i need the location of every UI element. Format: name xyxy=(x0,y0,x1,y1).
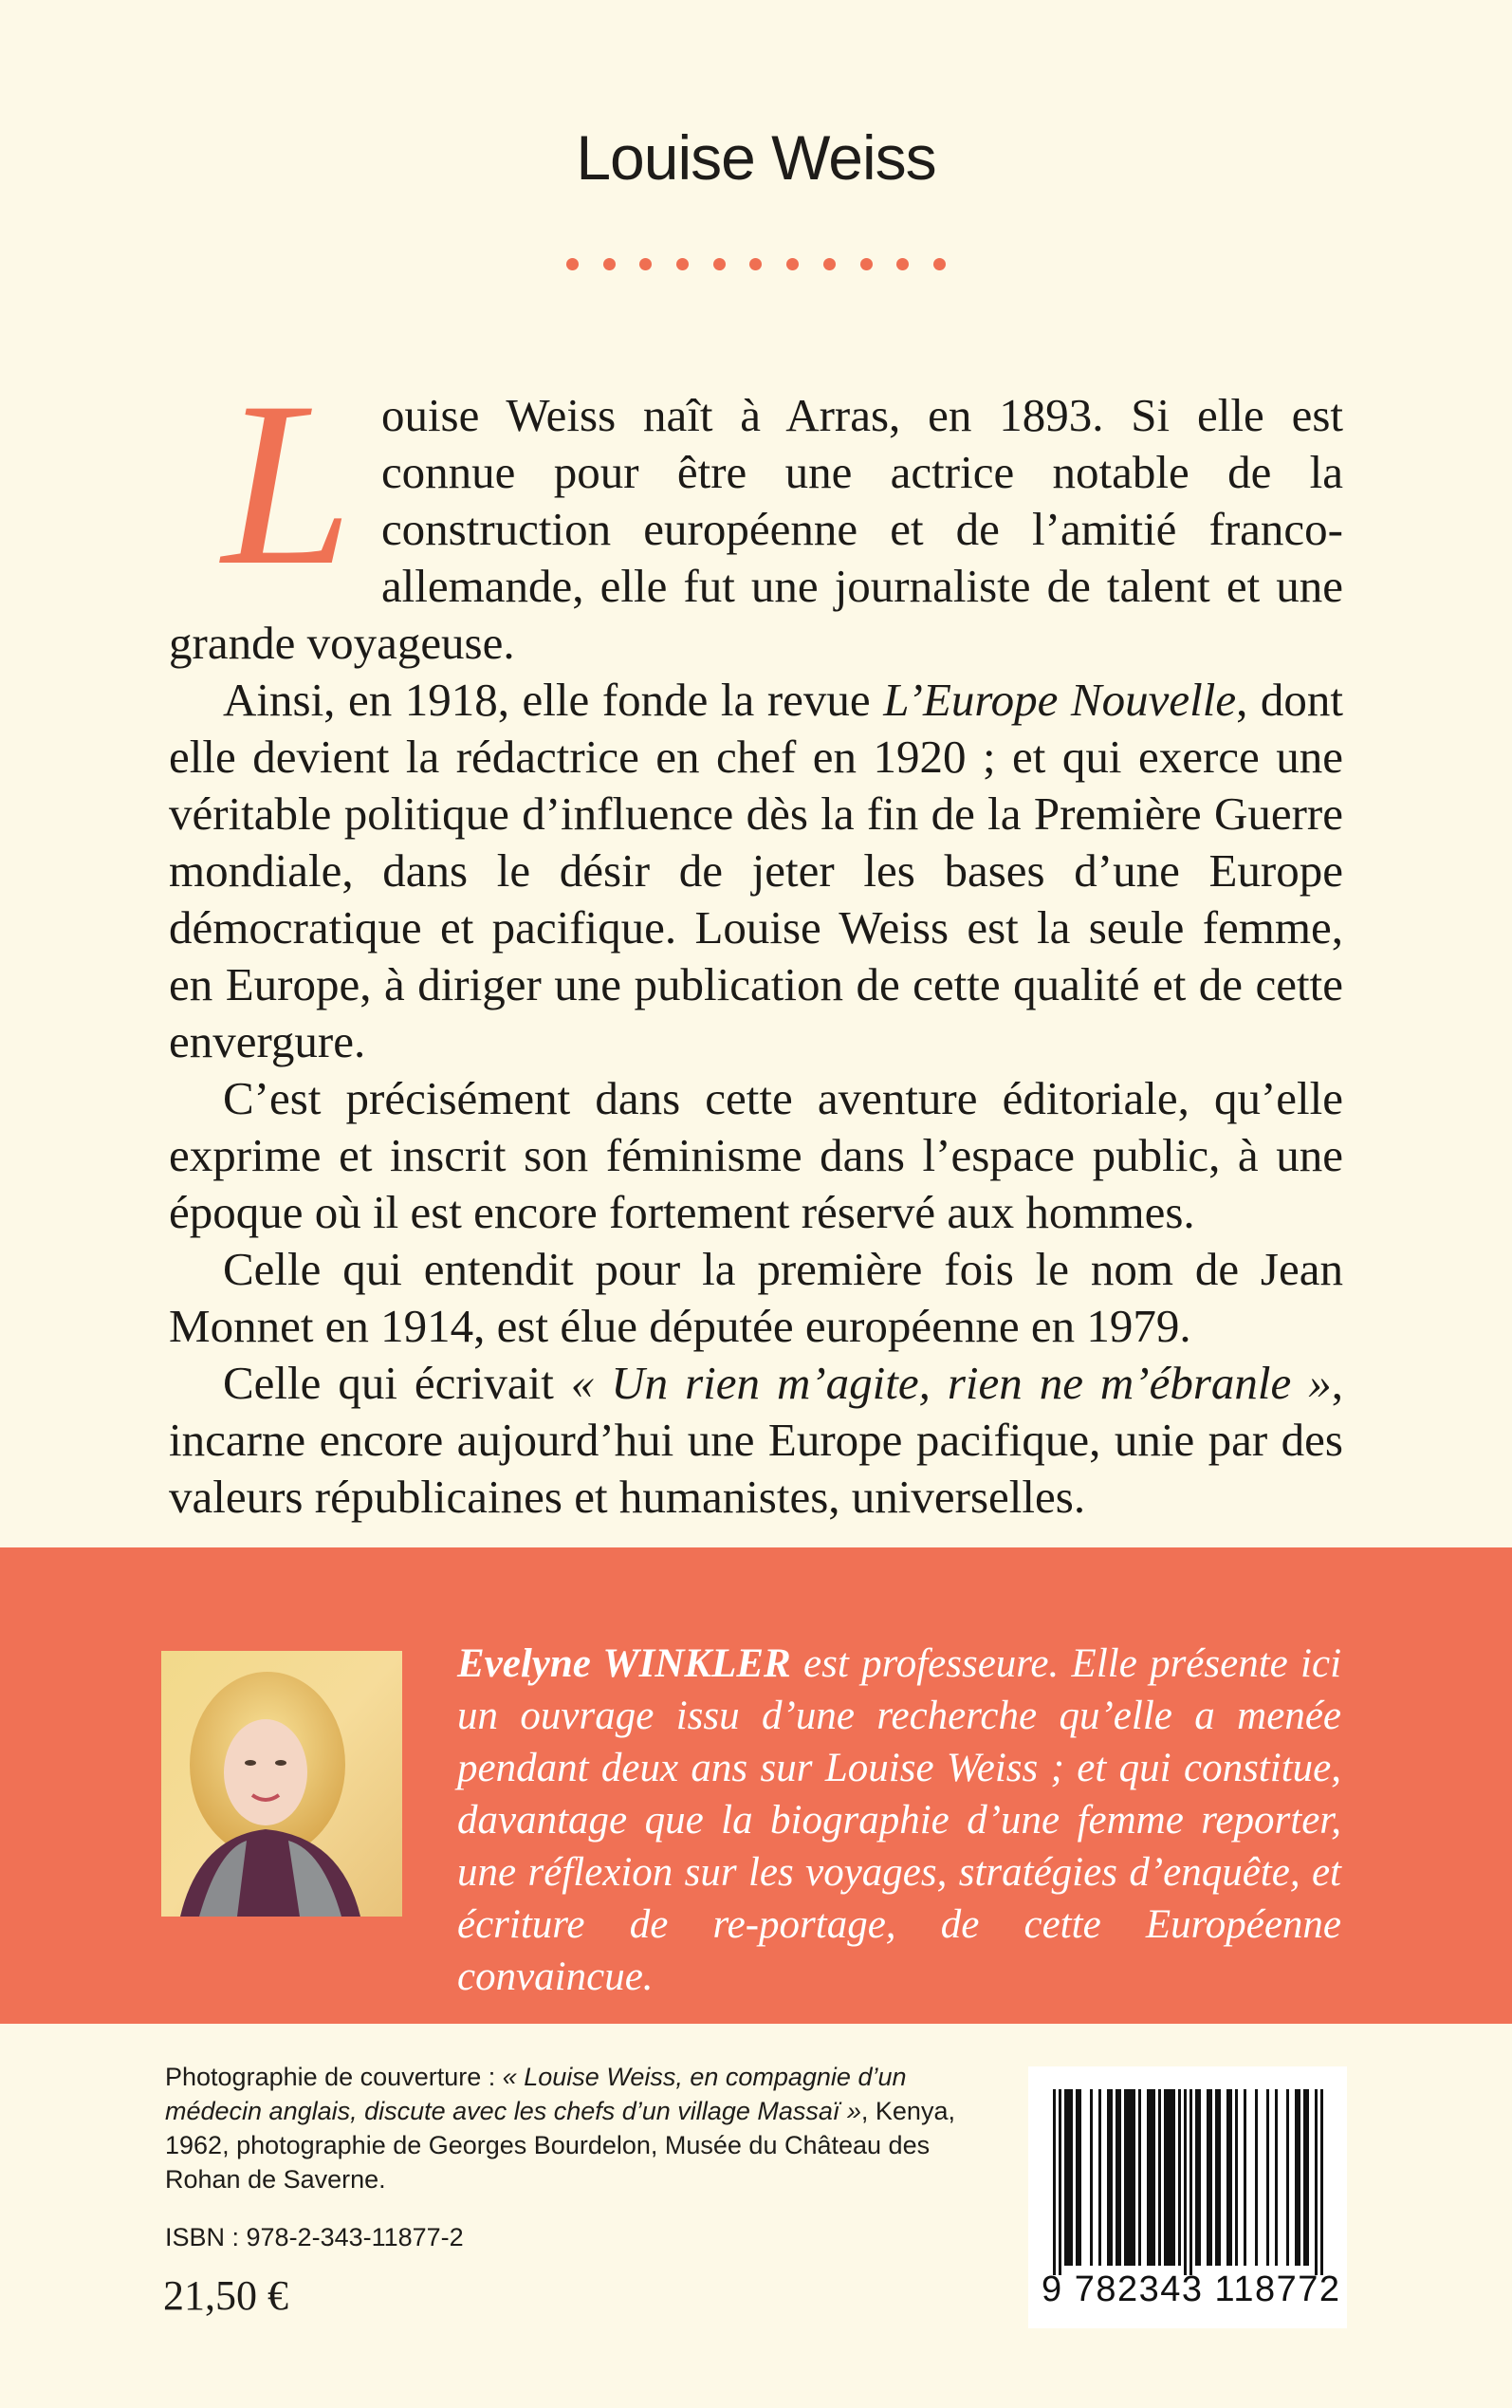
barcode-digits: 9 782343 118772 xyxy=(1042,2269,1341,2309)
barcode-bar xyxy=(1090,2089,1093,2266)
author-bio xyxy=(457,1638,1341,2003)
summary-paragraph-text: Celle qui écrivait xyxy=(223,1357,571,1409)
ornament-dot xyxy=(933,258,946,270)
barcode-bar xyxy=(1244,2089,1246,2266)
barcode-bar xyxy=(1235,2089,1238,2266)
ornament-dot xyxy=(713,258,726,270)
ornament-dot xyxy=(639,258,652,270)
barcode-bar xyxy=(1303,2089,1306,2266)
summary-paragraph xyxy=(169,1070,1343,1241)
ornament-dot xyxy=(749,258,762,270)
ornament-dot xyxy=(896,258,909,270)
barcode-bar xyxy=(1098,2089,1101,2266)
barcode-bar xyxy=(1079,2089,1081,2266)
barcode-bar xyxy=(1275,2089,1278,2266)
barcode-bar xyxy=(1067,2089,1070,2266)
barcode-bar xyxy=(1158,2089,1161,2266)
barcode-bar xyxy=(1133,2089,1135,2266)
barcode-bar xyxy=(1315,2089,1318,2275)
barcode-bar xyxy=(1306,2089,1309,2266)
author-photo xyxy=(161,1651,402,1917)
journal-title: L’Europe Nouvelle xyxy=(883,674,1237,726)
barcode-bar xyxy=(1255,2089,1258,2266)
barcode-bar xyxy=(1167,2089,1170,2266)
summary-paragraph-text: ouise Weiss naît à Arras, en 1893. Si elle est connue pour être une actrice notable de la construction européenne et de l’amitié franco-allemande, elle fut une journaliste de talent et une grande voyageuse. xyxy=(169,389,1343,669)
barcode-bar xyxy=(1147,2089,1150,2266)
photo-credit xyxy=(165,2060,1000,2196)
barcode-bar xyxy=(1172,2089,1175,2266)
ornament-dot xyxy=(566,258,579,270)
barcode xyxy=(1028,2066,1347,2328)
summary-paragraph-text: C’est précisément dans cette aventure éditoriale, qu’elle exprime et inscrit son féminisme dans l’espace public, à une époque où il est encore fortement réservé aux hommes. xyxy=(169,1072,1343,1238)
barcode-bar xyxy=(1116,2089,1118,2266)
barcode-bar xyxy=(1164,2089,1167,2266)
summary-paragraph xyxy=(169,1355,1343,1526)
barcode-bar xyxy=(1076,2089,1079,2266)
barcode-bar xyxy=(1178,2089,1181,2266)
barcode-bar xyxy=(1127,2089,1130,2266)
photo-credit-caption: « Louise Weiss, en compagnie d’un médecin anglais, discute avec les chefs d’un village Massaï » xyxy=(165,2063,907,2125)
barcode-bar xyxy=(1070,2089,1073,2266)
isbn: ISBN : 978-2-343-11877-2 xyxy=(165,2223,464,2251)
barcode-bar xyxy=(1295,2089,1298,2266)
barcode-bar xyxy=(1320,2089,1323,2275)
barcode-bar xyxy=(1130,2089,1133,2266)
dot-ornament xyxy=(566,254,946,273)
barcode-bar xyxy=(1110,2089,1113,2266)
ornament-dot xyxy=(823,258,836,270)
barcode-bar xyxy=(1286,2089,1289,2266)
barcode-bar xyxy=(1184,2089,1187,2275)
barcode-bar xyxy=(1064,2089,1067,2266)
author-name: Evelyne WINKLER xyxy=(457,1641,791,1686)
summary-paragraph-text: , incarne encore aujourd’hui une Europe pacifique, unie par des valeurs républicaines et humanistes, universelles. xyxy=(169,1357,1343,1523)
summary-paragraph xyxy=(169,672,1343,1070)
price: 21,50 € xyxy=(163,2272,288,2319)
barcode-bar xyxy=(1218,2089,1221,2266)
barcode-bar xyxy=(1298,2089,1300,2266)
quote: « Un rien m’agite, rien ne m’ébranle » xyxy=(570,1357,1332,1409)
barcode-bar xyxy=(1150,2089,1152,2266)
author-bio-text: est professeure. Elle présente ici un ouvrage issu d’une recherche qu’elle a menée pendant deux ans sur Louise Weiss ; et qui constitue, davantage que la biographie d’une femme reporter, une réflexion sur les voyages, stratégies d’enquête, et écriture de re-portage, de cette Européenne convaincue. xyxy=(457,1641,1342,1999)
photo-credit-details: , Kenya, 1962, photographie de Georges Bourdelon, Musée du Château des Rohan de Saverne. xyxy=(165,2097,955,2194)
summary-text xyxy=(169,353,1343,1526)
summary-paragraph-text: Celle qui entendit pour la première fois le nom de Jean Monnet en 1914, est élue députée européenne en 1979. xyxy=(169,1243,1343,1352)
barcode-bar xyxy=(1195,2089,1198,2266)
drop-cap-letter: L xyxy=(222,353,353,614)
photo-credit-label: Photographie de couverture : xyxy=(165,2063,503,2091)
barcode-bar xyxy=(1152,2089,1155,2266)
barcode-bar xyxy=(1207,2089,1209,2266)
barcode-bar xyxy=(1189,2089,1192,2275)
barcode-bar xyxy=(1138,2089,1141,2266)
book-title: Louise Weiss xyxy=(576,122,936,193)
barcode-bar xyxy=(1209,2089,1212,2266)
ornament-dot xyxy=(786,258,799,270)
ornament-dot xyxy=(676,258,689,270)
summary-paragraph xyxy=(169,1241,1343,1355)
barcode-bar xyxy=(1198,2089,1201,2266)
barcode-bar xyxy=(1226,2089,1229,2266)
barcode-bar xyxy=(1266,2089,1269,2266)
summary-paragraph-text: Ainsi, en 1918, elle fonde la revue xyxy=(223,674,884,726)
barcode-bar xyxy=(1124,2089,1127,2266)
barcode-bar xyxy=(1107,2089,1110,2266)
summary-paragraph-text: , dont elle devient la rédactrice en chef en 1920 ; et qui exerce une véritable politique d’influence dès la fin de la Première Guerre mondiale, dans le désir de jeter les bases d’une Europe démocratique et pacifique. Louise Weiss est la seule femme, en Europe, à diriger une publication de cette qualité et de cette envergure. xyxy=(169,674,1343,1067)
ornament-dot xyxy=(603,258,616,270)
barcode-bar xyxy=(1059,2089,1061,2275)
ornament-dot xyxy=(860,258,873,270)
barcode-bar xyxy=(1118,2089,1121,2266)
barcode-bar xyxy=(1053,2089,1056,2275)
barcode-bar xyxy=(1170,2089,1172,2266)
barcode-bar xyxy=(1215,2089,1218,2266)
barcode-bar xyxy=(1229,2089,1232,2266)
